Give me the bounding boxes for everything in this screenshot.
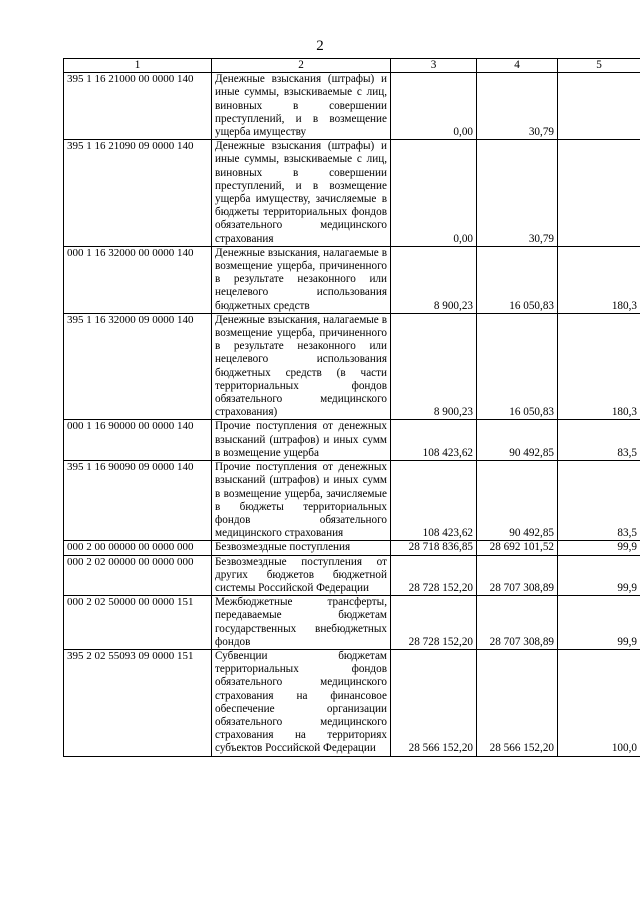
percent-cell: 99,9	[558, 541, 640, 555]
table-row	[64, 313, 640, 420]
budget-table	[63, 58, 640, 757]
value-cell: 28 566 152,20	[477, 649, 558, 756]
value-cell: 28 707 308,89	[477, 596, 558, 650]
percent-cell: 180,3	[558, 313, 640, 420]
value-cell: 16 050,83	[477, 246, 558, 313]
code-cell: 000 2 02 00000 00 0000 000	[64, 555, 212, 596]
value-cell: 28 718 836,85	[391, 541, 477, 555]
code-cell: 395 1 16 32000 09 0000 140	[64, 313, 212, 420]
name-cell: Безвозмездные поступления	[212, 541, 391, 555]
percent-cell: 99,9	[558, 596, 640, 650]
percent-cell	[558, 73, 640, 140]
value-cell: 30,79	[477, 73, 558, 140]
code-cell: 000 2 00 00000 00 0000 000	[64, 541, 212, 555]
table-row	[64, 555, 640, 596]
value-cell: 28 692 101,52	[477, 541, 558, 555]
table-row	[64, 649, 640, 756]
name-cell: Безвозмездные поступления от других бюджетов бюджетной системы Российской Федерации	[212, 555, 391, 596]
value-cell: 8 900,23	[391, 313, 477, 420]
value-cell: 108 423,62	[391, 461, 477, 541]
name-cell: Субвенции бюджетам территориальных фондов обязательного медицинского страхования на финансовое обеспечение организации обязательного медицинского страхования на территориях субъектов Российской Федерации	[212, 649, 391, 756]
percent-cell: 100,0	[558, 649, 640, 756]
name-cell: Прочие поступления от денежных взысканий (штрафов) и иных сумм в возмещение ущерба, зачисляемые в бюджеты территориальных фондов обязательного медицинского страхования	[212, 461, 391, 541]
code-cell: 395 1 16 21090 09 0000 140	[64, 140, 212, 247]
percent-cell: 180,3	[558, 246, 640, 313]
column-header: 3	[391, 59, 477, 73]
table-row	[64, 420, 640, 461]
code-cell: 395 1 16 90090 09 0000 140	[64, 461, 212, 541]
value-cell: 16 050,83	[477, 313, 558, 420]
code-cell: 395 1 16 21000 00 0000 140	[64, 73, 212, 140]
value-cell: 108 423,62	[391, 420, 477, 461]
name-cell: Денежные взыскания, налагаемые в возмещение ущерба, причиненного в результате незаконного или нецелевого использования бюджетных средств (в части территориальных фондов обязательного медицинского страхования)	[212, 313, 391, 420]
table-row	[64, 73, 640, 140]
code-cell: 000 1 16 90000 00 0000 140	[64, 420, 212, 461]
page-number: 2	[316, 38, 324, 54]
column-header: 2	[212, 59, 391, 73]
value-cell: 28 707 308,89	[477, 555, 558, 596]
name-cell: Денежные взыскания, налагаемые в возмещение ущерба, причиненного в результате незаконного или нецелевого использования бюджетных средств	[212, 246, 391, 313]
code-cell: 000 1 16 32000 00 0000 140	[64, 246, 212, 313]
name-cell: Денежные взыскания (штрафы) и иные суммы, взыскиваемые с лиц, виновных в совершении преступлений, и в возмещение ущерба имуществу	[212, 73, 391, 140]
column-header: 4	[477, 59, 558, 73]
table-row	[64, 140, 640, 247]
table-row	[64, 541, 640, 555]
name-cell: Межбюджетные трансферты, передаваемые бюджетам государственных внебюджетных фондов	[212, 596, 391, 650]
column-header: 5	[558, 59, 640, 73]
table-row	[64, 246, 640, 313]
table-row	[64, 596, 640, 650]
name-cell: Прочие поступления от денежных взысканий (штрафов) и иных сумм в возмещение ущерба	[212, 420, 391, 461]
value-cell: 28 728 152,20	[391, 555, 477, 596]
column-header: 1	[64, 59, 212, 73]
percent-cell: 83,5	[558, 461, 640, 541]
value-cell: 90 492,85	[477, 420, 558, 461]
value-cell: 0,00	[391, 140, 477, 247]
value-cell: 8 900,23	[391, 246, 477, 313]
code-cell: 000 2 02 50000 00 0000 151	[64, 596, 212, 650]
table-row	[64, 461, 640, 541]
percent-cell	[558, 140, 640, 247]
table-header-row	[64, 59, 640, 73]
value-cell: 30,79	[477, 140, 558, 247]
code-cell: 395 2 02 55093 09 0000 151	[64, 649, 212, 756]
name-cell: Денежные взыскания (штрафы) и иные суммы, взыскиваемые с лиц, виновных в совершении преступлений, и в возмещение ущерба имуществу, зачисляемые в бюджеты территориальных фондов обязательного медицинского страхования	[212, 140, 391, 247]
value-cell: 90 492,85	[477, 461, 558, 541]
value-cell: 28 566 152,20	[391, 649, 477, 756]
percent-cell: 83,5	[558, 420, 640, 461]
percent-cell: 99,9	[558, 555, 640, 596]
value-cell: 0,00	[391, 73, 477, 140]
value-cell: 28 728 152,20	[391, 596, 477, 650]
